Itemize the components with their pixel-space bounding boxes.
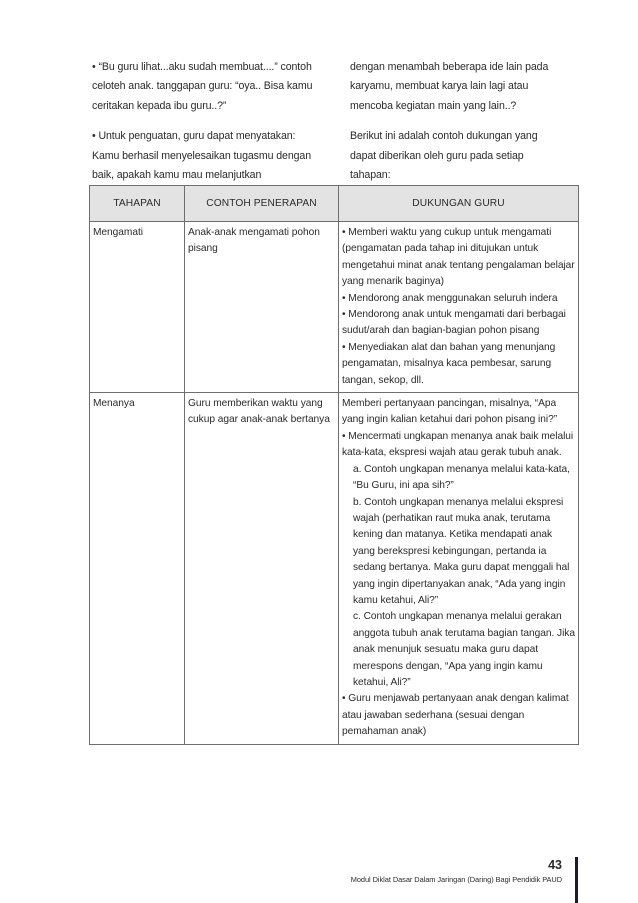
cell-dukungan-guru	[339, 393, 579, 745]
intro-left-column	[92, 58, 324, 182]
cell-tahapan: Menanya	[90, 393, 185, 745]
dukungan-item: • Mendorong anak menggunakan seluruh indera	[342, 292, 558, 304]
intro-paragraph: • Untuk penguatan, guru dapat menyatakan: Kamu berhasil menyelesaikan tugasmu dengan baik, apakah kamu mau melanjutkan	[92, 130, 311, 182]
header-dukungan-guru: DUKUNGAN GURU	[339, 186, 579, 222]
dukungan-item: a. Contoh ungkapan menanya melalui kata-kata, “Bu Guru, ini apa sih?”	[353, 463, 570, 492]
table-row	[90, 222, 579, 393]
support-table	[89, 185, 579, 745]
cell-contoh-penerapan: Anak-anak mengamati pohon pisang	[185, 222, 339, 393]
cell-contoh-penerapan: Guru memberikan waktu yang cukup agar anak-anak bertanya	[185, 393, 339, 745]
intro-paragraph: dengan menambah beberapa ide lain pada karyamu, membuat karya lain lagi atau mencoba kegiatan main yang lain..?	[350, 61, 549, 112]
dukungan-item: Memberi pertanyaan pancingan, misalnya, “Apa yang ingin kalian ketahui dari pohon pisang ini?”	[342, 398, 558, 426]
dukungan-item: c. Contoh ungkapan menanya melalui gerakan anggota tubuh anak terutama bagian tangan. Jika anak menunjuk sesuatu maka guru dapat merespons dengan, “Apa yang ingin kamu ketahui, Ali?”	[353, 611, 575, 688]
footer-divider	[575, 857, 578, 903]
header-contoh-penerapan: CONTOH PENERAPAN	[185, 186, 339, 222]
table-row	[90, 393, 579, 745]
intro-right-column	[350, 58, 562, 182]
intro-paragraph: • “Bu guru lihat...aku sudah membuat....” contoh celoteh anak. tanggapan guru: “oya.. Bisa kamu ceritakan kepada ibu guru..?”	[92, 61, 313, 112]
module-title: Modul Diklat Dasar Dalam Jaringan (Daring) Bagi Pendidik PAUD	[350, 875, 562, 884]
header-tahapan: TAHAPAN	[90, 186, 185, 222]
table-header-row	[90, 186, 579, 222]
dukungan-item: • Guru menjawab pertanyaan anak dengan kalimat atau jawaban sederhana (sesuai dengan pemahaman anak)	[342, 693, 569, 738]
dukungan-item: • Memberi waktu yang cukup untuk mengamati (pengamatan pada tahap ini ditujukan untuk mengetahui minat anak tentang pengalaman belajar yang menarik baginya)	[342, 227, 575, 288]
page-number: 43	[548, 858, 562, 872]
intro-text	[92, 58, 562, 182]
dukungan-item: • Menyediakan alat dan bahan yang menunjang pengamatan, misalnya kaca pembesar, sarung tangan, sekop, dll.	[342, 341, 556, 386]
dukungan-item: • Mendorong anak untuk mengamati dari berbagai sudut/arah dan bagian-bagian pohon pisang	[342, 309, 566, 337]
cell-tahapan: Mengamati	[90, 222, 185, 393]
dukungan-item: • Mencermati ungkapan menanya anak baik melalui kata-kata, ekspresi wajah atau gerak tubuh anak.	[342, 430, 574, 459]
dukungan-item: b. Contoh ungkapan menanya melalui ekspresi wajah (perhatikan raut muka anak, terutama kening dan matanya. Ketika mendapati anak yang berekspresi kebingungan, pertanda ia sedang bertanya. Maka guru dapat menggali hal yang ingin dipertanyakan anak, “Ada yang ingin kamu ketahui, Ali?”	[353, 496, 570, 606]
intro-paragraph: Berikut ini adalah contoh dukungan yang dapat diberikan oleh guru pada setiap tahapan:	[350, 130, 538, 182]
cell-dukungan-guru	[339, 222, 579, 393]
